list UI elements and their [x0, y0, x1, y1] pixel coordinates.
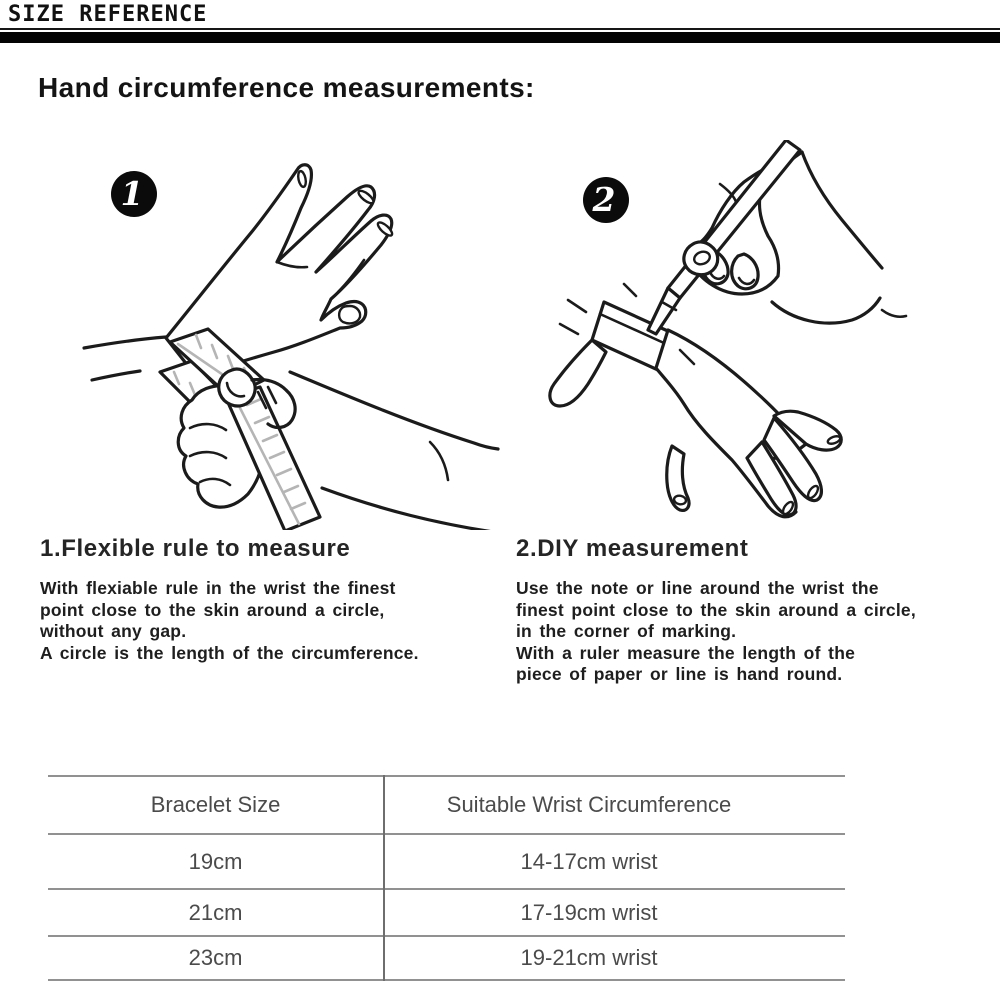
- instruction-line: With flexiable rule in the wrist the finest: [40, 578, 396, 598]
- step-1-badge: 1: [111, 171, 157, 217]
- section-heading: Hand circumference measurements:: [38, 72, 535, 103]
- step-2-badge: 2: [583, 177, 629, 223]
- thumbnail: [673, 495, 686, 505]
- instruction-line: point close to the skin around a circle,: [40, 599, 385, 620]
- column-header-bracelet-size: Bracelet Size: [48, 776, 384, 834]
- illustration-diy-measurement: [540, 140, 980, 530]
- paper-strip: [550, 284, 670, 406]
- step-2-description: [516, 578, 916, 686]
- instruction-line: finest point close to the skin around a circle,: [516, 599, 916, 620]
- wrist-circumference-cell: 17-19cm wrist: [520, 899, 658, 925]
- title-bar: [0, 0, 1000, 43]
- upper-forearm: [772, 152, 906, 323]
- instruction-line: piece of paper or line is hand round.: [516, 664, 843, 684]
- lower-hand: [656, 330, 841, 517]
- size-table-row: [48, 936, 845, 980]
- column-header-wrist-circumference: Suitable Wrist Circumference: [446, 792, 732, 817]
- step-1-description: [40, 578, 419, 664]
- instruction-line: Use the note or line around the wrist the: [516, 578, 879, 598]
- page-title: SIZE REFERENCE: [8, 2, 208, 27]
- thumbnail: [339, 306, 360, 323]
- writing-thumb: [684, 242, 718, 275]
- wrist-circumference-cell: 14-17cm wrist: [520, 848, 658, 874]
- instruction-line: A circle is the length of the circumference.: [40, 642, 419, 663]
- size-table-row: [48, 834, 845, 889]
- title-underline: [0, 28, 1000, 30]
- size-reference-table: [48, 775, 845, 981]
- size-table-row: [48, 889, 845, 936]
- step-2-title: 2.DIY measurement: [516, 535, 749, 562]
- instruction-line: in the corner of marking.: [516, 621, 737, 641]
- bracelet-size-cell: 21cm: [48, 889, 384, 936]
- title-divider-bar: [0, 32, 1000, 43]
- instruction-line: without any gap.: [40, 621, 187, 641]
- illustration-flexible-ruler: [80, 140, 500, 530]
- wrist-circumference-cell: 19-21cm wrist: [520, 945, 658, 970]
- bracelet-size-cell: 19cm: [48, 834, 384, 889]
- size-table-header-row: [48, 776, 845, 834]
- instruction-line: With a ruler measure the length of the: [516, 642, 856, 663]
- step-1-title: 1.Flexible rule to measure: [40, 535, 351, 562]
- bracelet-size-cell: 23cm: [48, 936, 384, 980]
